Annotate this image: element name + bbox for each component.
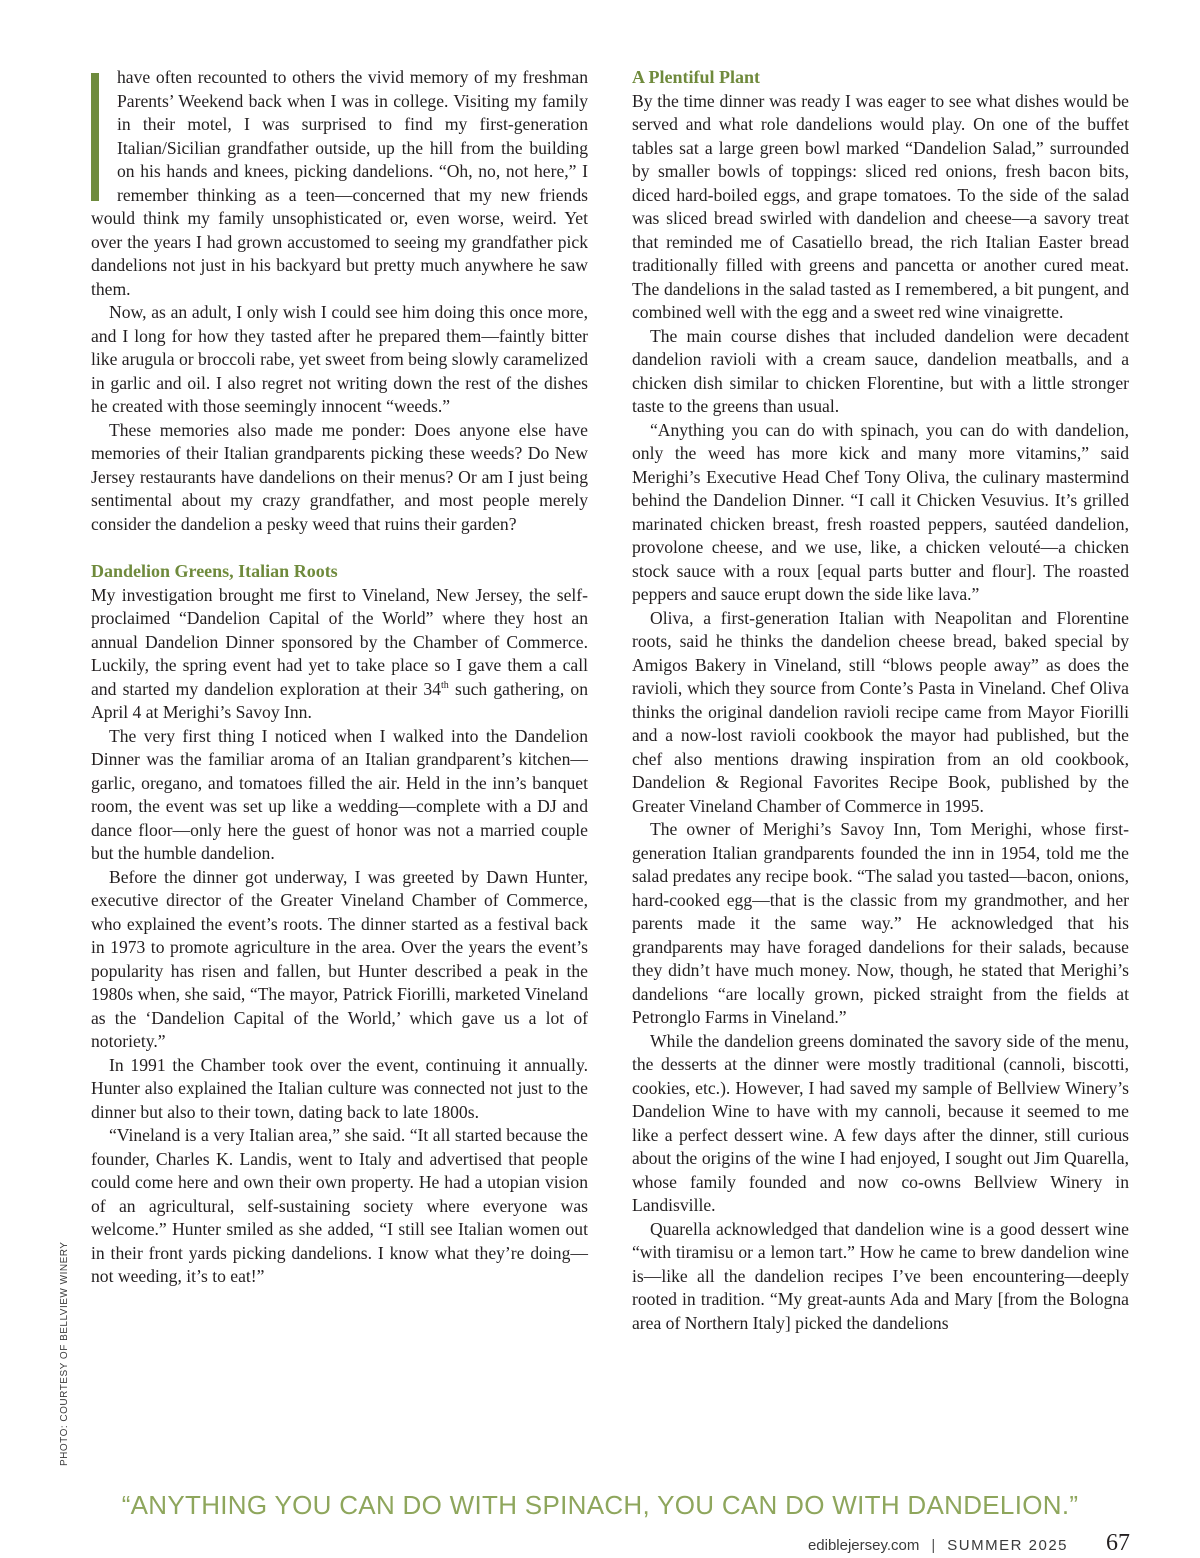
body-paragraph: “Vineland is a very Italian area,” she said. “It all started because the founder, Charles K. Landis, went to Italy and advertised that people could come here and own their own property. He had a utopian vision of an agricultural, self-sustaining society where everyone was welcome.” Hunter smiled as she added, “I still see Italian women out in their front yards picking dandelions. I know what they’re doing—not weeding, it’s to eat!” bbox=[91, 1125, 588, 1286]
right-column bbox=[632, 66, 1129, 1335]
left-column bbox=[91, 66, 588, 1289]
body-paragraph: The very first thing I noticed when I walked into the Dandelion Dinner was the familiar aroma of an Italian grandparent’s kitchen—garlic, oregano, and tomatoes filled the air. Held in the inn’s banquet room, the event was set up like a wedding—complete with a DJ and dance floor—only here the guest of honor was not a married couple but the humble dandelion. bbox=[91, 725, 588, 863]
section-heading-plentiful-plant: A Plentiful Plant bbox=[632, 67, 761, 87]
body-paragraph: By the time dinner was ready I was eager to see what dishes would be served and what role dandelions would play. On one of the buffet tables sat a large green bowl marked “Dandelion Salad,” surrounded by smaller bowls of toppings: sliced red onions, fresh bacon bits, diced hard-boiled eggs, and grape tomatoes. To the side of the salad was sliced bread swirled with dandelion and cheese—a savory treat that reminded me of Casatiello bread, the rich Italian Easter bread traditionally filled with greens and pancetta or another cured meat. The dandelions in the salad tasted as I remembered, a bit pungent, and combined well with the egg and a sweet red wine vinaigrette. bbox=[632, 90, 1129, 322]
body-paragraph bbox=[91, 584, 588, 725]
body-paragraph: The main course dishes that included dandelion were decadent dandelion ravioli with a cream sauce, dandelion meatballs, and a chicken dish similar to chicken Florentine, but with a little stronger taste to the greens than usual. bbox=[632, 325, 1129, 416]
body-paragraph: “Anything you can do with spinach, you can do with dandelion, only the weed has more kick and many more vitamins,” said Merighi’s Executive Head Chef Tony Oliva, the culinary mastermind behind the Dandelion Dinner. “I call it Chicken Vesuvius. It’s grilled marinated chicken breast, fresh roasted peppers, sautéed dandelion, provolone cheese, and we use, like, a chicken velouté—a chicken stock sauce with a roux [equal parts butter and flour]. The roasted peppers and sauce erupt down the side like lava.” bbox=[632, 419, 1129, 604]
footer-issue: SUMMER 2025 bbox=[947, 1537, 1068, 1554]
drop-cap-bar bbox=[91, 73, 99, 201]
ordinal-superscript: th bbox=[441, 679, 449, 691]
paragraph-text: My investigation brought me first to Vineland, New Jersey, the self-proclaimed “Dandelion Capital of the World” where they host an annual Dandelion Dinner sponsored by the Chamber of Commerce. Luckily, the spring event had yet to take place so I gave them a call and started my dandelion exploration at their 34 bbox=[91, 584, 588, 699]
page-footer bbox=[808, 1530, 1130, 1557]
section-heading-dandelion-greens: Dandelion Greens, Italian Roots bbox=[91, 561, 338, 581]
paragraph-text: such gathering, on April 4 at Merighi’s Savoy Inn. bbox=[91, 678, 588, 722]
footer-separator: | bbox=[931, 1537, 936, 1554]
body-paragraph: Oliva, a first-generation Italian with Neapolitan and Florentine roots, said he thinks the dandelion cheese bread, baked special by Amigos Bakery in Vineland, still “blows people away” as does the ravioli, which they source from Conte’s Pasta in Vineland. Chef Oliva thinks the original dandelion ravioli recipe came from Mayor Fiorilli and a now-lost ravioli cookbook the mayor had published, but the chef also mentions drawing inspiration from an old cookbook, Dandelion & Regional Favorites Recipe Book, published by the Greater Vineland Chamber of Commerce in 1995. bbox=[632, 607, 1129, 816]
photo-credit: PHOTO: COURTESY OF BELLVIEW WINERY bbox=[59, 1241, 70, 1466]
body-paragraph: Before the dinner got underway, I was greeted by Dawn Hunter, executive director of the Greater Vineland Chamber of Commerce, who explained the event’s roots. The dinner started as a festival back in 1973 to promote agriculture in the area. Over the years the event’s popularity has risen and fallen, but Hunter described a peak in the 1980s when, she said, “The mayor, Patrick Fiorilli, marketed Vineland as the ‘Dandelion Capital of the World,’ which gave us a lot of notoriety.” bbox=[91, 866, 588, 1051]
footer-site: ediblejersey.com bbox=[807, 1537, 920, 1554]
intro-paragraph-text: have often recounted to others the vivid memory of my freshman Parents’ Weekend back when I was in college. Visiting my family in their motel, I was surprised to find my first-generation Italian/Sicilian grandfather outside, up the hill from the building on his hands and knees, picking dandelions. “Oh, no, not here,” I remember thinking as a teen—concerned that my new friends would think my family unsophisticated or, even worse, weird. Yet over the years I had grown accustomed to seeing my grandfather pick dandelions not just in his backyard but pretty much anywhere he saw them. bbox=[91, 67, 588, 299]
body-paragraph: While the dandelion greens dominated the savory side of the menu, the desserts at the dinner were mostly traditional (cannoli, biscotti, cookies, etc.). However, I had saved my sample of Bellview Winery’s Dandelion Wine to have with my cannoli, because it seemed to me like a perfect dessert wine. A few days after the dinner, still curious about the origins of the wine I had enjoyed, I sought out Jim Quarella, whose family founded and now co-owns Bellview Winery in Landisville. bbox=[632, 1030, 1129, 1215]
body-paragraph: These memories also made me ponder: Does anyone else have memories of their Italian grandparents picking these weeds? Do New Jersey restaurants have dandelions on their menus? Or am I just being sentimental about my crazy grandfather, and most people merely consider the dandelion a pesky weed that ruins their garden? bbox=[91, 419, 588, 534]
page-number: 67 bbox=[1106, 1530, 1130, 1556]
pull-quote: “ANYTHING YOU CAN DO WITH SPINACH, YOU CAN DO WITH DANDELION.” bbox=[121, 1490, 1079, 1520]
body-paragraph: The owner of Merighi’s Savoy Inn, Tom Merighi, whose first-generation Italian grandparents founded the inn in 1954, told me the salad predates any recipe book. “The salad you tasted—bacon, onions, hard-cooked egg—that is the classic from my grandmother, and her parents made it the same way.” He acknowledged that his grandparents may have foraged dandelions for their salads, because they didn’t have much money. Now, though, he stated that Merighi’s dandelions “are locally grown, picked straight from the fields at Petronglo Farms in Vineland.” bbox=[632, 819, 1129, 1027]
body-paragraph: In 1991 the Chamber took over the event, continuing it annually. Hunter also explained the Italian culture was connected not just to the dinner but also to their town, dating back to late 1800s. bbox=[91, 1054, 588, 1122]
body-paragraph: Quarella acknowledged that dandelion wine is a good dessert wine “with tiramisu or a lemon tart.” How he came to brew dandelion wine is—like all the dandelion recipes I’ve been encountering—deeply rooted in tradition. “My great-aunts Ada and Mary [from the Bologna area of Northern Italy] picked the dandelions bbox=[632, 1218, 1129, 1333]
body-paragraph: Now, as an adult, I only wish I could see him doing this once more, and I long for how they tasted after he prepared them—faintly bitter like arugula or broccoli rabe, yet sweet from being slowly caramelized in garlic and oil. I also regret not writing down the rest of the dishes he created with those seemingly innocent “weeds.” bbox=[91, 302, 588, 416]
intro-paragraph bbox=[91, 66, 588, 301]
